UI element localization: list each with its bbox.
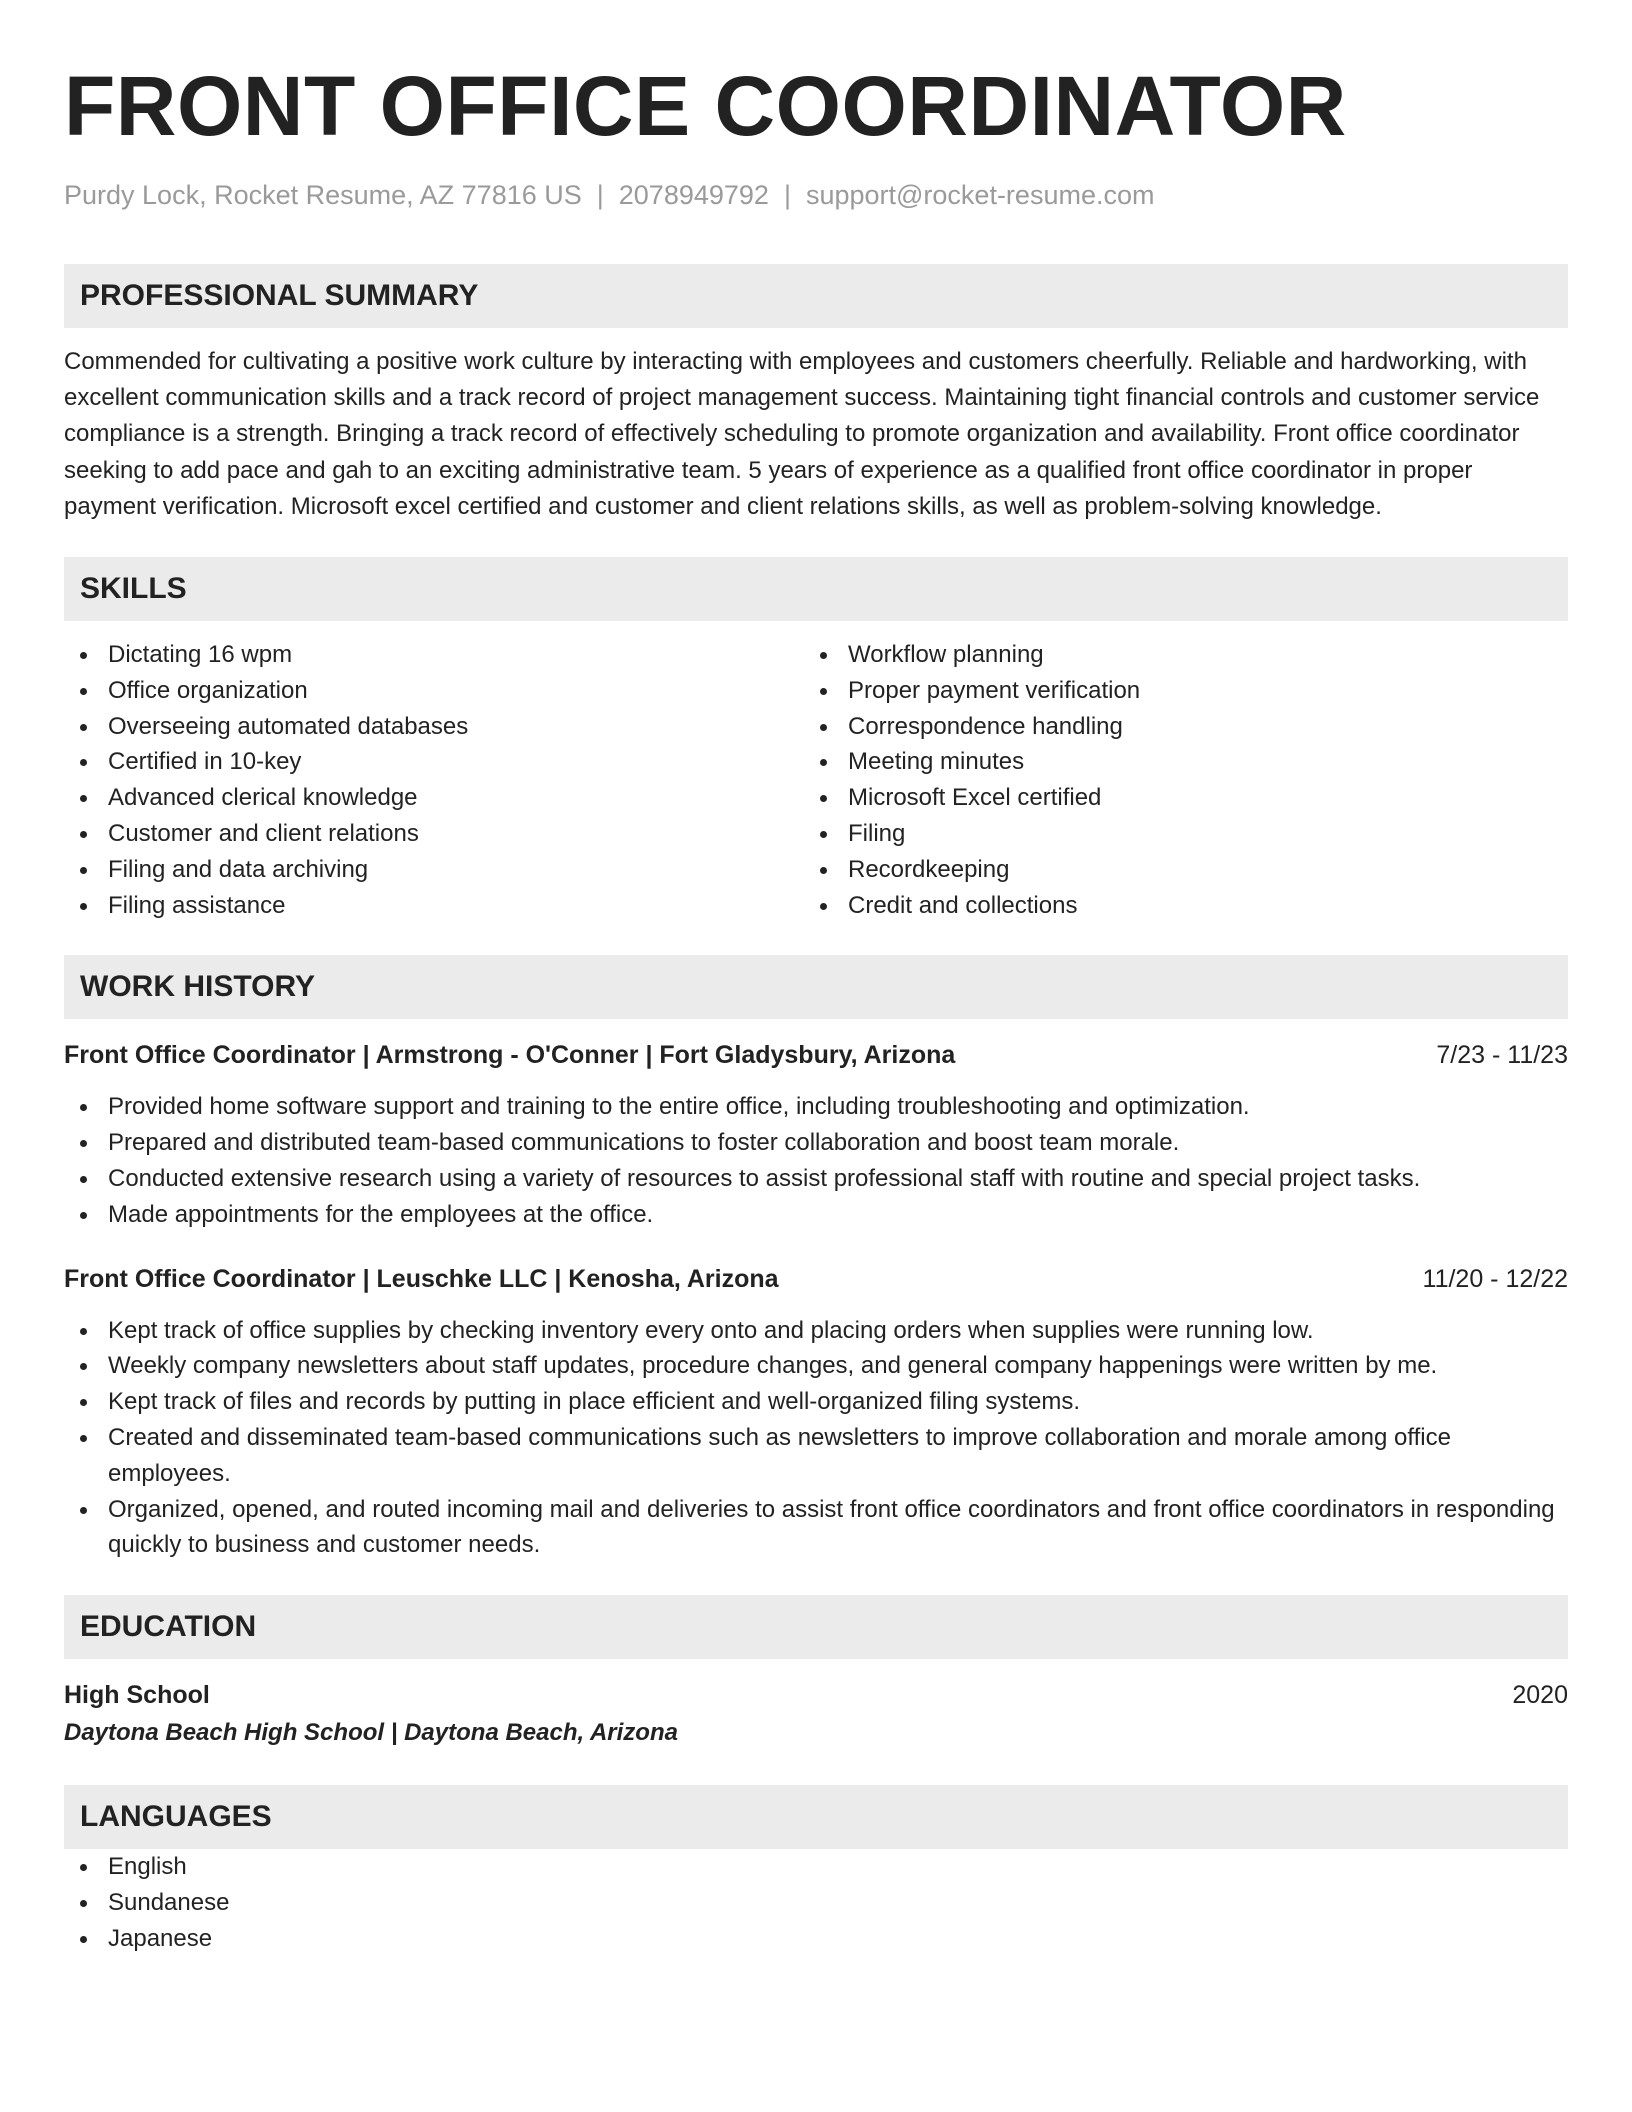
skills-column-right xyxy=(804,637,1544,923)
section-header-languages: LANGUAGES xyxy=(64,1785,1568,1849)
skill-item: Correspondence handling xyxy=(804,709,1544,745)
job-bullets xyxy=(64,1313,1568,1564)
skill-item: Filing xyxy=(804,816,1544,852)
job-header xyxy=(64,1037,1568,1073)
job-bullet: Conducted extensive research using a variety of resources to assist professional staff with routine and special project tasks. xyxy=(64,1161,1568,1197)
education-school: Daytona Beach High School | Daytona Beach, Arizona xyxy=(64,1719,678,1747)
language-item: Japanese xyxy=(64,1921,1568,1957)
languages-list xyxy=(64,1849,1568,1956)
job-bullet: Made appointments for the employees at the office. xyxy=(64,1197,1568,1233)
skill-item: Filing assistance xyxy=(64,888,804,924)
education-year: 2020 xyxy=(1512,1681,1568,1710)
skills-grid xyxy=(64,637,1568,923)
education-header xyxy=(64,1677,1568,1713)
skill-item: Meeting minutes xyxy=(804,744,1544,780)
job-bullet: Kept track of files and records by putting in place efficient and well-organized filing systems. xyxy=(64,1384,1568,1420)
job-dates: 11/20 - 12/22 xyxy=(1422,1264,1568,1293)
job-entry xyxy=(64,1037,1568,1232)
contact-separator: | xyxy=(783,180,791,210)
section-header-work-history: WORK HISTORY xyxy=(64,955,1568,1019)
skill-item: Advanced clerical knowledge xyxy=(64,780,804,816)
skill-item: Office organization xyxy=(64,673,804,709)
job-bullet: Organized, opened, and routed incoming mail and deliveries to assist front office coordinators and front office coordinators in responding quickly to business and customer needs. xyxy=(64,1492,1568,1564)
job-header xyxy=(64,1261,1568,1297)
skill-item: Workflow planning xyxy=(804,637,1544,673)
skill-item: Dictating 16 wpm xyxy=(64,637,804,673)
language-item: English xyxy=(64,1849,1568,1885)
job-bullet: Weekly company newsletters about staff updates, procedure changes, and general company happenings were written by me. xyxy=(64,1348,1568,1384)
job-title: Front Office Coordinator | Armstrong - O'Conner | Fort Gladysbury, Arizona xyxy=(64,1041,956,1070)
job-entry xyxy=(64,1261,1568,1564)
resume-title: FRONT OFFICE COORDINATOR xyxy=(64,59,1347,153)
skill-item: Filing and data archiving xyxy=(64,852,804,888)
skill-item: Customer and client relations xyxy=(64,816,804,852)
skill-item: Microsoft Excel certified xyxy=(804,780,1544,816)
job-bullets xyxy=(64,1089,1568,1232)
skill-item: Credit and collections xyxy=(804,888,1544,924)
skill-item: Overseeing automated databases xyxy=(64,709,804,745)
contact-line xyxy=(64,178,1568,212)
section-header-summary: PROFESSIONAL SUMMARY xyxy=(64,264,1568,328)
skill-item: Certified in 10-key xyxy=(64,744,804,780)
contact-email: support@rocket-resume.com xyxy=(805,180,1155,210)
section-header-skills: SKILLS xyxy=(64,557,1568,621)
skill-item: Proper payment verification xyxy=(804,673,1544,709)
job-title: Front Office Coordinator | Leuschke LLC | Kenosha, Arizona xyxy=(64,1264,779,1293)
job-bullet: Kept track of office supplies by checking inventory every onto and placing orders when supplies were running low. xyxy=(64,1313,1568,1349)
skills-column-left xyxy=(64,637,804,923)
contact-address: Purdy Lock, Rocket Resume, AZ 77816 US xyxy=(64,180,582,210)
section-header-education: EDUCATION xyxy=(64,1595,1568,1659)
job-dates: 7/23 - 11/23 xyxy=(1436,1041,1568,1070)
job-bullet: Created and disseminated team-based communications such as newsletters to improve collaboration and morale among office employees. xyxy=(64,1420,1568,1492)
job-bullet: Prepared and distributed team-based communications to foster collaboration and boost team morale. xyxy=(64,1125,1568,1161)
education-degree: High School xyxy=(64,1681,210,1710)
contact-phone: 2078949792 xyxy=(618,180,769,210)
summary-text: Commended for cultivating a positive work culture by interacting with employees and customers cheerfully. Reliable and hardworking, with excellent communication skills and a track record of project management success. Maintaining tight financial controls and customer service compliance is a strength. Bringing a track record of effectively scheduling to promote organization and availability. Front office coordinator seeking to add pace and gah to an exciting administrative team. 5 years of experience as a qualified front office coordinator in proper payment verification. Microsoft excel certified and customer and client relations skills, as well as problem-solving knowledge. xyxy=(64,348,1540,520)
job-bullet: Provided home software support and training to the entire office, including troubleshooting and optimization. xyxy=(64,1089,1568,1125)
language-item: Sundanese xyxy=(64,1885,1568,1921)
skill-item: Recordkeeping xyxy=(804,852,1544,888)
contact-separator: | xyxy=(596,180,604,210)
